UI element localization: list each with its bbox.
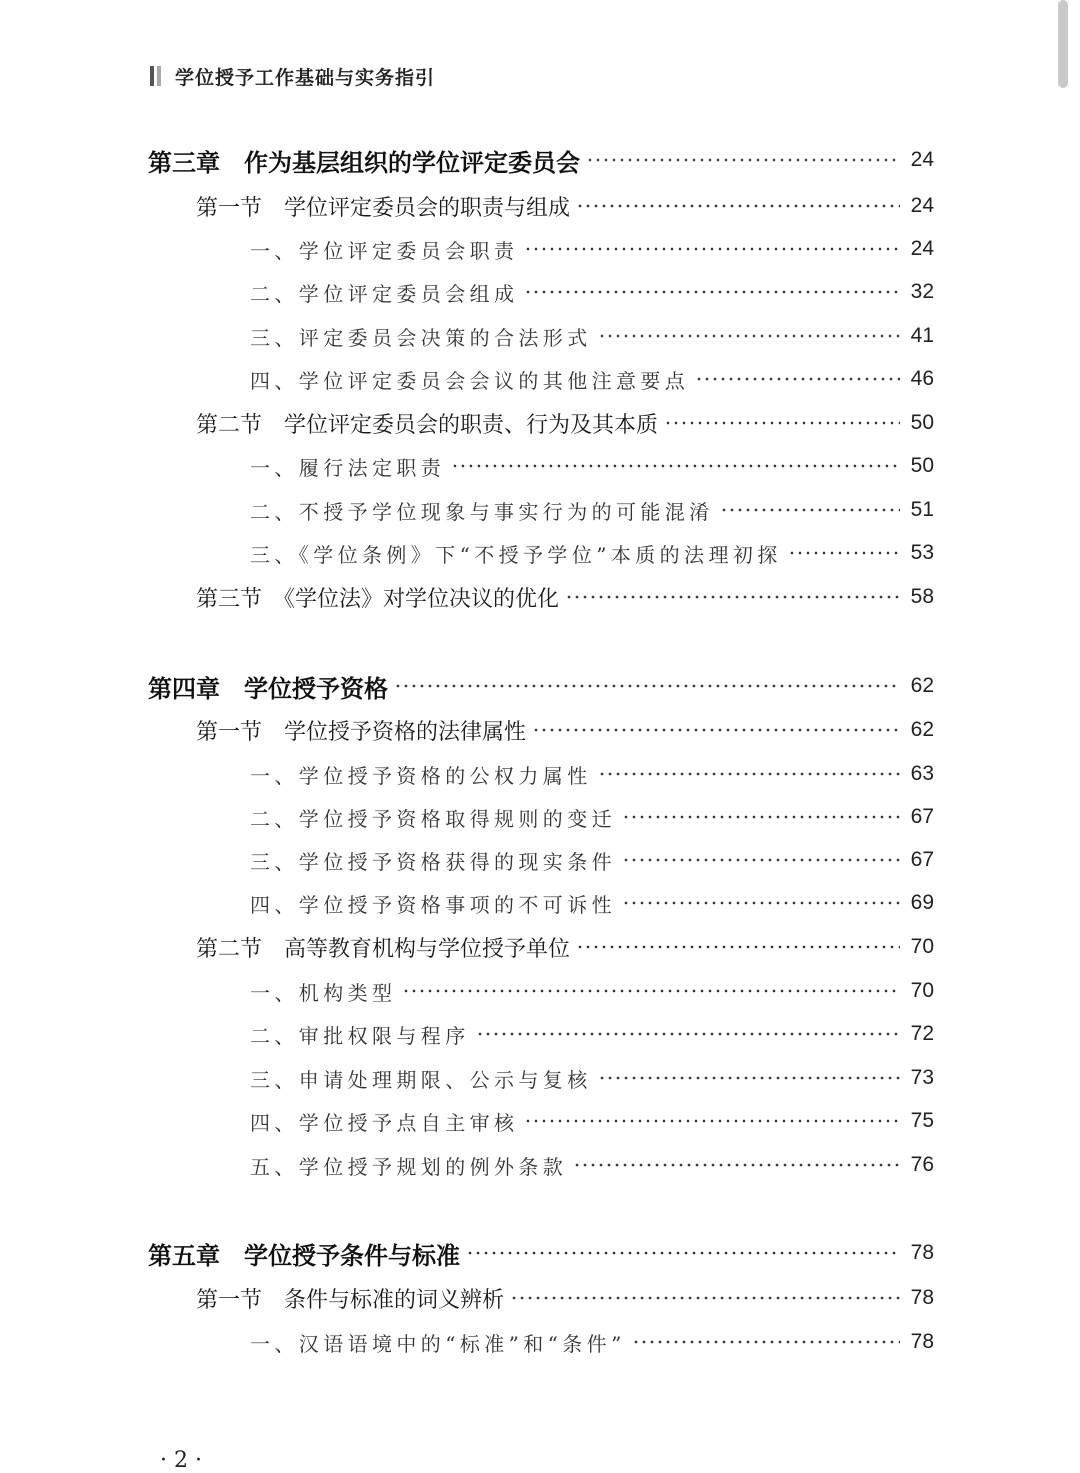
toc-entry-title: 第一节 条件与标准的词义辨析 (196, 1287, 505, 1313)
toc-page-number: 78 (910, 1286, 934, 1309)
toc-page-number: 69 (910, 891, 934, 914)
leader-dots (622, 854, 900, 866)
toc-entry-title: 四、学位评定委员会会议的其他注意要点 (250, 368, 690, 393)
leader-dots (586, 154, 900, 166)
toc-page-number: 24 (910, 148, 934, 171)
toc-entry-title: 第二节 高等教育机构与学位授予单位 (196, 936, 571, 962)
leader-dots (476, 1028, 900, 1040)
toc-page-number: 62 (910, 674, 934, 697)
toc-page-number: 70 (910, 935, 934, 958)
toc-entry-title: 一、履行法定职责 (250, 455, 446, 480)
toc-item[interactable] (250, 800, 934, 834)
book-title: 学位授予工作基础与实务指引 (175, 66, 436, 89)
toc-entry-title: 一、学位评定委员会职责 (250, 238, 519, 263)
leader-dots (720, 504, 900, 516)
leader-dots (524, 243, 900, 255)
toc-item[interactable] (250, 843, 934, 877)
toc-page-number: 32 (910, 280, 934, 303)
toc-entry-title: 第一节 学位授予资格的法律属性 (196, 719, 527, 745)
toc-chapter[interactable] (148, 143, 934, 177)
toc-page-number: 67 (910, 848, 934, 871)
toc-page-number: 24 (910, 194, 934, 217)
toc-chapter[interactable] (148, 669, 934, 703)
leader-dots (524, 286, 900, 298)
toc-chapter[interactable] (148, 1236, 934, 1270)
toc-section[interactable] (196, 406, 934, 440)
leader-dots (510, 1292, 900, 1304)
toc-item[interactable] (250, 536, 934, 570)
toc-entry-title: 第二节 学位评定委员会的职责、行为及其本质 (196, 412, 659, 438)
leader-dots (565, 591, 900, 603)
toc-item[interactable] (250, 319, 934, 353)
toc-section[interactable] (196, 713, 934, 747)
toc-item[interactable] (250, 1325, 934, 1359)
toc-entry-title: 三、《学位条例》下“不授予学位”本质的法理初探 (250, 542, 782, 567)
toc-page-number: 76 (910, 1153, 934, 1176)
toc-item[interactable] (250, 1017, 934, 1051)
toc-page-number: 24 (910, 237, 934, 260)
toc-page-number: 63 (910, 762, 934, 785)
toc-entry-title: 第五章 学位授予条件与标准 (148, 1240, 460, 1270)
leader-dots (576, 200, 900, 212)
toc-entry-title: 第三节 《学位法》对学位决议的优化 (196, 586, 560, 612)
toc-section[interactable] (196, 580, 934, 614)
toc-entry-title: 三、评定委员会决策的合法形式 (250, 325, 592, 350)
toc-entry-title: 二、不授予学位现象与事实行为的可能混淆 (250, 499, 714, 524)
header-bar-icon (150, 66, 161, 86)
toc-entry-title: 一、学位授予资格的公权力属性 (250, 763, 592, 788)
toc-entry-title: 二、学位授予资格取得规则的变迁 (250, 806, 616, 831)
toc-entry-title: 一、机构类型 (250, 980, 397, 1005)
toc-page-number: 73 (910, 1066, 934, 1089)
toc-item[interactable] (250, 275, 934, 309)
toc-page-number: 75 (910, 1109, 934, 1132)
leader-dots (664, 417, 900, 429)
leader-dots (598, 1072, 900, 1084)
running-header (150, 60, 435, 92)
toc-page-number: 53 (910, 541, 934, 564)
toc-entry-title: 一、汉语语境中的“标准”和“条件” (250, 1331, 626, 1356)
leader-dots (576, 941, 900, 953)
leader-dots (466, 1247, 900, 1259)
leader-dots (598, 330, 900, 342)
toc-item[interactable] (250, 974, 934, 1008)
toc-item[interactable] (250, 1061, 934, 1095)
leader-dots (622, 811, 900, 823)
toc-item[interactable] (250, 757, 934, 791)
leader-dots (632, 1336, 900, 1348)
toc-item[interactable] (250, 886, 934, 920)
toc-page-number: 58 (910, 585, 934, 608)
toc-entry-title: 第四章 学位授予资格 (148, 673, 388, 703)
leader-dots (451, 460, 900, 472)
leader-dots (524, 1115, 900, 1127)
toc-entry-title: 二、学位评定委员会组成 (250, 281, 519, 306)
leader-dots (598, 768, 900, 780)
toc-page-number: 51 (910, 498, 934, 521)
toc-item[interactable] (250, 232, 934, 266)
toc-entry-title: 四、学位授予资格事项的不可诉性 (250, 892, 616, 917)
leader-dots (788, 547, 900, 559)
leader-dots (695, 373, 900, 385)
toc-page-number: 62 (910, 718, 934, 741)
leader-dots (622, 897, 900, 909)
toc-entry-title: 三、学位授予资格获得的现实条件 (250, 849, 616, 874)
toc-entry-title: 第一节 学位评定委员会的职责与组成 (196, 195, 571, 221)
scrollbar[interactable] (1058, 0, 1068, 88)
toc-page-number: 72 (910, 1022, 934, 1045)
toc-page-number: 41 (910, 324, 934, 347)
toc-entry-title: 三、申请处理期限、公示与复核 (250, 1067, 592, 1092)
toc-section[interactable] (196, 1281, 934, 1315)
toc-section[interactable] (196, 189, 934, 223)
toc-page-number: 70 (910, 979, 934, 1002)
toc-page-number: 50 (910, 454, 934, 477)
toc-page-number: 50 (910, 411, 934, 434)
toc-page-number: 78 (910, 1330, 934, 1353)
toc-page-number: 78 (910, 1241, 934, 1264)
toc-item[interactable] (250, 493, 934, 527)
toc-entry-title: 四、学位授予点自主审核 (250, 1110, 519, 1135)
toc-entry-title: 第三章 作为基层组织的学位评定委员会 (148, 147, 580, 177)
toc-page-number: 67 (910, 805, 934, 828)
toc-page-number: 46 (910, 367, 934, 390)
toc-entry-title: 五、学位授予规划的例外条款 (250, 1154, 568, 1179)
toc-item[interactable] (250, 1104, 934, 1138)
page-number: · 2 · (160, 1448, 202, 1473)
toc-item[interactable] (250, 362, 934, 396)
leader-dots (532, 724, 900, 736)
toc-section[interactable] (196, 930, 934, 964)
leader-dots (573, 1159, 900, 1171)
toc-item[interactable] (250, 1148, 934, 1182)
leader-dots (394, 680, 900, 692)
toc-entry-title: 二、审批权限与程序 (250, 1023, 470, 1048)
leader-dots (402, 985, 900, 997)
toc-item[interactable] (250, 449, 934, 483)
